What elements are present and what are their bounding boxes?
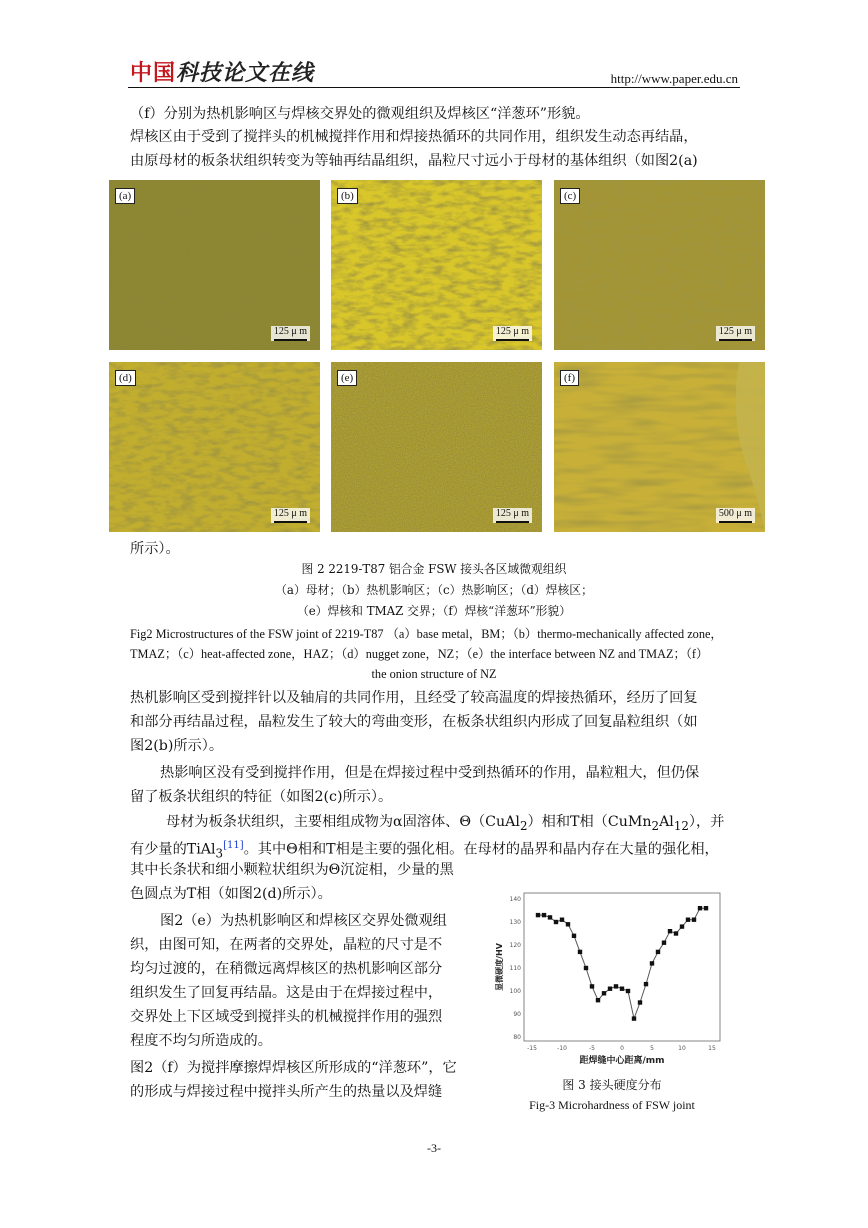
data-point <box>536 913 540 917</box>
data-point <box>698 906 702 910</box>
panel-label: (b) <box>337 188 358 204</box>
data-point <box>674 931 678 935</box>
figure2-subcaption: （e）焊核和 TMAZ 交界；（f）焊核“洋葱环”形貌） <box>296 604 572 618</box>
data-point <box>572 934 576 938</box>
para-line: 织，由图可知，在两者的交界处，晶粒的尺寸是不 <box>130 937 443 953</box>
micrograph-d <box>109 362 320 532</box>
plot-frame <box>524 893 720 1041</box>
data-point <box>692 918 696 922</box>
scale-bar: 125 μ m <box>271 326 310 341</box>
para-line: 图2(b)所示）。 <box>130 738 224 754</box>
x-tick-label: 10 <box>678 1045 686 1052</box>
x-tick-label: -10 <box>557 1045 567 1052</box>
x-tick-label: 0 <box>620 1045 624 1052</box>
figure2-subcaption: （a）母材；（b）热机影响区；（c）热影响区；（d）焊核区； <box>275 583 593 597</box>
y-tick-label: 90 <box>513 1011 521 1018</box>
figure2-caption-en: TMAZ；（c）heat-affected zone，HAZ；（d）nugget zone，NZ；（e）the interface between NZ and TMAZ；（f） <box>130 647 709 661</box>
data-point <box>614 984 618 988</box>
para-line: 热机影响区受到搅拌针以及轴肩的共同作用，且经受了较高温度的焊接热循环，经历了回复 <box>130 690 698 706</box>
data-point <box>542 913 546 917</box>
data-point <box>560 918 564 922</box>
data-point <box>644 982 648 986</box>
y-tick-label: 80 <box>513 1034 521 1041</box>
para-line: 热影响区没有受到搅拌作用，但是在焊接过程中受到热循环的作用，晶粒粗大，但仍保 <box>160 765 700 781</box>
para-line: 和部分再结晶过程，晶粒发生了较大的弯曲变形，在板条状组织内形成了回复晶粒组织（如 <box>130 714 698 730</box>
micrograph-c <box>554 180 765 350</box>
citation-link[interactable]: [11] <box>223 840 244 851</box>
data-point <box>590 984 594 988</box>
para-line: 的形成与焊接过程中搅拌头所产生的热量以及焊缝 <box>130 1084 443 1100</box>
para-line: 图2（f）为搅拌摩擦焊焊核区所形成的“洋葱环”，它 <box>130 1060 457 1076</box>
logo-red-text: 中国 <box>130 61 177 86</box>
figure2-caption-en: Fig2 Microstructures of the FSW joint of 2219-T87 （a）base metal，BM；（b）thermo-mechanically affected zone， <box>130 627 723 641</box>
figure3-caption-en: Fig-3 Microhardness of FSW joint <box>529 1098 695 1112</box>
micrograph-f <box>554 362 765 532</box>
data-point <box>578 950 582 954</box>
x-tick-label: -15 <box>527 1045 537 1052</box>
x-tick-label: 5 <box>650 1045 654 1052</box>
para-line: 留了板条状组织的特征（如图2(c)所示）。 <box>130 789 393 805</box>
para-line: 交界处上下区域受到搅拌头的机械搅拌作用的强烈 <box>130 1009 443 1025</box>
scale-bar: 125 μ m <box>716 326 755 341</box>
data-point <box>686 918 690 922</box>
panel-label: (a) <box>115 188 135 204</box>
data-point <box>632 1016 636 1020</box>
scale-bar: 125 μ m <box>271 508 310 523</box>
logo-dark-text: 科技论文在线 <box>176 61 315 86</box>
data-point <box>704 906 708 910</box>
y-tick-label: 110 <box>509 965 521 972</box>
data-point <box>662 941 666 945</box>
data-point <box>596 998 600 1002</box>
figure3-caption: 图 3 接头硬度分布 <box>562 1078 662 1092</box>
para-line: （f）分别为热机影响区与焊核交界处的微观组织及焊核区“洋葱环”形貌。 <box>130 106 590 122</box>
data-point <box>608 987 612 991</box>
x-tick-label: 15 <box>708 1045 716 1052</box>
para-line: 色圆点为T相（如图2(d)所示）。 <box>130 886 332 902</box>
hardness-chart <box>492 885 732 1070</box>
y-axis-label: 显微硬度/HV <box>495 943 504 991</box>
data-point <box>668 929 672 933</box>
para-line: 均匀过渡的，在稍微远离焊核区的热机影响区部分 <box>130 961 443 977</box>
figure2-caption-en: the onion structure of NZ <box>371 667 497 681</box>
para-line: 由原母材的板条状组织转变为等轴再结晶组织，晶粒尺寸远小于母材的基体组织（如图2(a) <box>130 153 698 169</box>
panel-label: (e) <box>337 370 357 386</box>
header-url[interactable]: http://www.paper.edu.cn <box>610 71 738 86</box>
scale-bar: 125 μ m <box>493 326 532 341</box>
para-line: 母材为板条状组织，主要相组成物为α固溶体、Θ（CuAl$_2$）相和T相$(CuMn_2Al_{12})$，并 <box>166 814 725 833</box>
data-point <box>602 991 606 995</box>
y-tick-label: 120 <box>509 942 521 949</box>
x-tick-label: -5 <box>589 1045 595 1052</box>
micrograph-e <box>331 362 542 532</box>
data-point <box>554 920 558 924</box>
header-rule <box>128 87 740 88</box>
x-axis-label: 距焊缝中心距离/mm <box>579 1056 665 1066</box>
y-tick-label: 140 <box>509 896 521 903</box>
micrograph-b <box>331 180 542 350</box>
scale-bar: 125 μ m <box>493 508 532 523</box>
data-point <box>566 922 570 926</box>
data-point <box>548 915 552 919</box>
scale-bar: 500 μ m <box>716 508 755 523</box>
para-line: 程度不均匀所造成的。 <box>130 1033 272 1049</box>
data-point <box>626 989 630 993</box>
site-logo <box>130 62 314 86</box>
data-point <box>584 966 588 970</box>
panel-label: (d) <box>115 370 136 386</box>
panel-label: (c) <box>560 188 580 204</box>
data-point <box>656 950 660 954</box>
micrograph-a <box>109 180 320 350</box>
panel-label: (f) <box>560 370 579 386</box>
figure2-title: 图 2 2219-T87 铝合金 FSW 接头各区域微观组织 <box>301 562 567 576</box>
data-point <box>650 961 654 965</box>
para-line: 焊核区由于受到了搅拌头的机械搅拌作用和焊接热循环的共同作用，组织发生动态再结晶， <box>130 129 698 145</box>
para-line: 其中长条状和细小颗粒状组织为Θ沉淀相，少量的黑 <box>130 862 454 878</box>
para-line: 图2（e）为热机影响区和焊核区交界处微观组 <box>160 913 447 929</box>
y-tick-label: 130 <box>509 919 521 926</box>
data-point <box>680 924 684 928</box>
page-number: -3- <box>427 1141 441 1155</box>
para-line: 所示）。 <box>130 541 180 557</box>
para-line: 有少量的TiAl$_3$[11]。其中Θ相和T相是主要的强化相。在母材的晶界和晶内存在大量的强化相， <box>130 840 719 861</box>
data-point <box>620 987 624 991</box>
data-point <box>638 1000 642 1004</box>
y-tick-label: 100 <box>509 988 521 995</box>
para-line: 组织发生了回复再结晶。这是由于在焊接过程中， <box>130 985 443 1001</box>
